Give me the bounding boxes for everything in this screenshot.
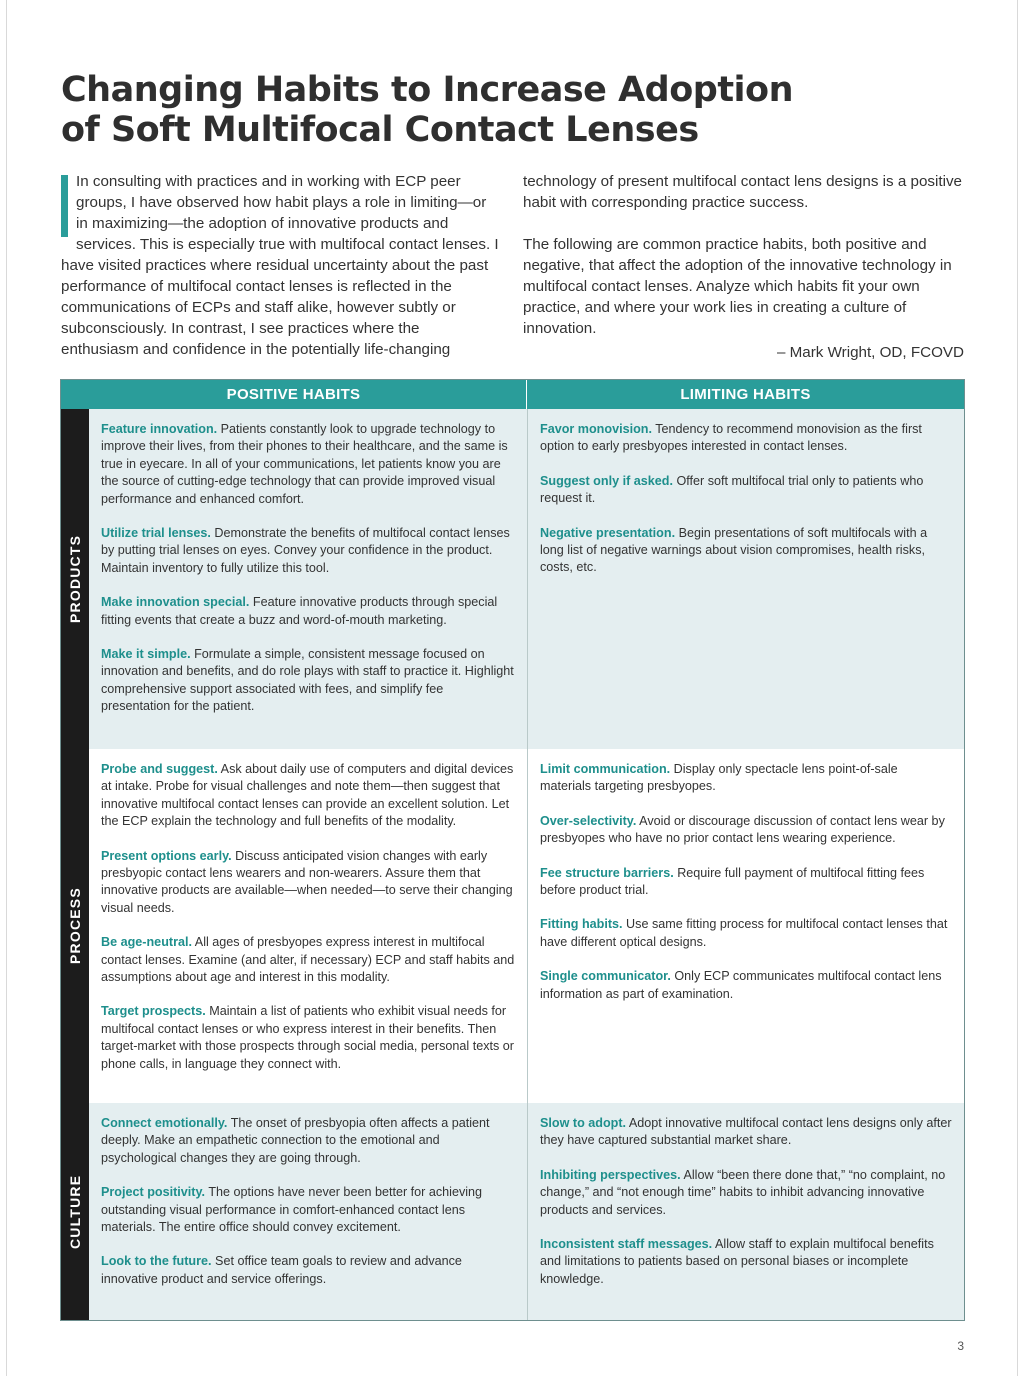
- limiting-habits-header: LIMITING HABITS: [527, 380, 964, 409]
- article-title-line-1: Changing Habits to Increase Adoption: [61, 70, 794, 110]
- habit-item: [101, 1184, 515, 1236]
- intro-paragraph-1: In consulting with practices and in working with ECP peer groups, I have observed how habit plays a role in limiting—or in maximizing—the adoption of innovative products and services. This is especially true with multifocal contact lenses. I have visited practices where residual uncertainty about the past performance of multifocal contact lenses is reflected in the communications of ECPs and staff alike, however subtly or subconsciously. In contrast, I see practices where the enthusiasm and confidence in the potentially life-changing: [61, 173, 499, 358]
- habit-text: Display only spectacle lens point-of-sale materials targeting presbyopes.: [540, 762, 898, 794]
- habit-item: [101, 848, 515, 918]
- process-limiting-cell: [528, 749, 964, 1103]
- habit-item: [101, 421, 515, 508]
- intro-paragraph-2: The following are common practice habits, both positive and negative, that affect the adoption of the innovative technology in multifocal contact lenses. Analyze which habits fit your own practice, and where your work lies in creating a culture of innovation.: [523, 236, 952, 337]
- process-label: PROCESS: [67, 887, 83, 965]
- habit-term: Present options early.: [101, 848, 232, 863]
- habit-item: [540, 865, 952, 900]
- habit-text: The options have never been better for achieving outstanding visual performance in comfort-enhanced contact lens materials. The entire office should convey excitement.: [101, 1185, 483, 1235]
- author-signature: – Mark Wright, OD, FCOVD: [776, 344, 964, 361]
- habit-term: Inhibiting perspectives.: [540, 1167, 681, 1182]
- habit-term: Look to the future.: [101, 1254, 212, 1269]
- habit-term: Target prospects.: [101, 1004, 206, 1019]
- products-positive-cell: [89, 409, 527, 749]
- habit-text: The onset of presbyopia often affects a patient deeply. Make an empathetic connection to the emotional and psychological changes they are going through.: [101, 1116, 490, 1165]
- habit-text: Set office team goals to review and advance innovative product and service offerings.: [101, 1254, 462, 1286]
- habit-text: Adopt innovative multifocal contact lens designs only after they have captured substantial market share.: [540, 1116, 952, 1148]
- habit-text: Formulate a simple, consistent message focused on innovation and benefits, and do role plays with staff to practice it. Highlight comprehensive support associated with fees, and simplify fee presentation for the patient.: [101, 647, 514, 714]
- habit-text: Maintain a list of patients who exhibit visual needs for multifocal contact lenses or who express interest in their benefits. Then target-market with those prospects through social media, personal texts or phone calls, in language they connect with.: [101, 1004, 514, 1071]
- habit-term: Feature innovation.: [101, 422, 218, 436]
- habit-item: [101, 594, 515, 629]
- habit-item: [540, 1167, 952, 1219]
- habit-text: Discuss anticipated vision changes with early presbyopic contact lens wearers and non-wearers. Assure them that innovative products are available—when needed—to serve their changing visual needs.: [101, 848, 513, 915]
- intro-right-column: [523, 171, 968, 360]
- products-limiting-cell: [528, 409, 964, 749]
- habit-item: [101, 934, 515, 986]
- habit-text: Allow “been there done that,” “no complaint, no change,” and “not enough time” habits to inhibit advancing innovative products and services.: [540, 1167, 946, 1217]
- habit-text: Begin presentations of soft multifocals with a long list of negative warnings about vision compromises, health risks, costs, etc.: [540, 525, 928, 575]
- habit-item: [101, 1115, 515, 1167]
- habit-term: Fitting habits.: [540, 917, 623, 932]
- habit-term: Slow to adopt.: [540, 1116, 627, 1130]
- positive-habits-header: POSITIVE HABITS: [61, 380, 527, 409]
- habit-term: Limit communication.: [540, 762, 671, 776]
- habit-term: Single communicator.: [540, 969, 671, 984]
- article-title: [61, 70, 961, 150]
- products-label: PRODUCTS: [67, 534, 83, 624]
- habit-item: [540, 916, 952, 951]
- habit-text: Use same fitting process for multifocal contact lenses that have different optical designs.: [540, 917, 948, 949]
- habit-term: Make it simple.: [101, 647, 191, 662]
- habit-item: [101, 1253, 515, 1288]
- culture-label: CULTURE: [67, 1174, 83, 1249]
- habit-term: Inconsistent staff messages.: [540, 1237, 713, 1252]
- intro-left-column: [61, 171, 501, 360]
- habit-item: [540, 813, 952, 848]
- habit-term: Be age-neutral.: [101, 935, 192, 950]
- culture-positive-cell: [89, 1103, 527, 1320]
- habit-term: Utilize trial lenses.: [101, 526, 211, 541]
- habit-item: [540, 761, 952, 796]
- habit-text: Require full payment of multifocal fitting fees before product trial.: [540, 865, 925, 898]
- column-divider: [527, 409, 528, 1320]
- habit-item: [101, 1003, 515, 1073]
- habit-text: Feature innovative products through special fitting events that create a buzz and word-of-mouth marketing.: [101, 595, 498, 627]
- habit-item: [101, 525, 515, 577]
- process-positive-cell: [89, 749, 527, 1103]
- habit-item: [540, 1236, 952, 1288]
- habit-term: Favor monovision.: [540, 422, 652, 436]
- page-number: 3: [957, 1339, 964, 1353]
- habit-term: Project positivity.: [101, 1185, 206, 1200]
- habits-table: [60, 379, 965, 1321]
- habit-term: Negative presentation.: [540, 525, 676, 540]
- habit-item: [540, 1115, 952, 1150]
- habit-text: Offer soft multifocal trial only to patients who request it.: [540, 473, 924, 506]
- habit-item: [540, 421, 952, 456]
- habit-text: Only ECP communicates multifocal contact lens information as part of examination.: [540, 969, 942, 1001]
- habit-term: Over-selectivity.: [540, 813, 637, 828]
- intro-paragraph-continued: technology of present multifocal contact lens designs is a positive habit with corresponding practice success.: [523, 173, 962, 211]
- habit-item: [540, 473, 952, 508]
- habit-text: Tendency to recommend monovision as the first option to early presbyopes interested in contact lenses.: [540, 422, 922, 454]
- habit-term: Make innovation special.: [101, 595, 250, 610]
- habit-item: [101, 646, 515, 716]
- habit-text: All ages of presbyopes express interest in multifocal contact lenses. Examine (and alter, if necessary) ECP and staff habits and assumptions about age and interest in this modality.: [101, 935, 515, 985]
- drop-cap-bar: [61, 175, 68, 237]
- habit-text: Avoid or discourage discussion of contact lens wear by presbyopes who have no prior contact lens wearing experience.: [540, 813, 945, 846]
- culture-limiting-cell: [528, 1103, 964, 1320]
- habit-item: [540, 525, 952, 577]
- habit-item: [101, 761, 515, 831]
- habit-item: [540, 968, 952, 1003]
- habit-term: Probe and suggest.: [101, 762, 218, 776]
- habit-text: Ask about daily use of computers and digital devices at intake. Probe for visual challenges and note them—then suggest that innovative multifocal contact lenses can provide an excellent solution. Let the ECP explain the technology and full benefits of the modality.: [101, 762, 514, 829]
- habit-term: Connect emotionally.: [101, 1116, 228, 1130]
- habit-term: Fee structure barriers.: [540, 865, 674, 880]
- habit-term: Suggest only if asked.: [540, 473, 673, 488]
- habit-text: Patients constantly look to upgrade technology to improve their lives, from their phones to their healthcare, and the same is true in eyecare. In all of your communications, let patients know you are the source of cutting-edge technology that can provide improved visual performance and enhanced comfort.: [101, 422, 508, 506]
- habit-text: Allow staff to explain multifocal benefits and limitations to patients based on personal biases or incomplete knowledge.: [540, 1237, 934, 1286]
- habit-text: Demonstrate the benefits of multifocal contact lenses by putting trial lenses on eyes. Convey your confidence in the product. Maintain inventory to fully utilize this tool.: [101, 526, 510, 575]
- article-title-line-2: of Soft Multifocal Contact Lenses: [61, 110, 699, 150]
